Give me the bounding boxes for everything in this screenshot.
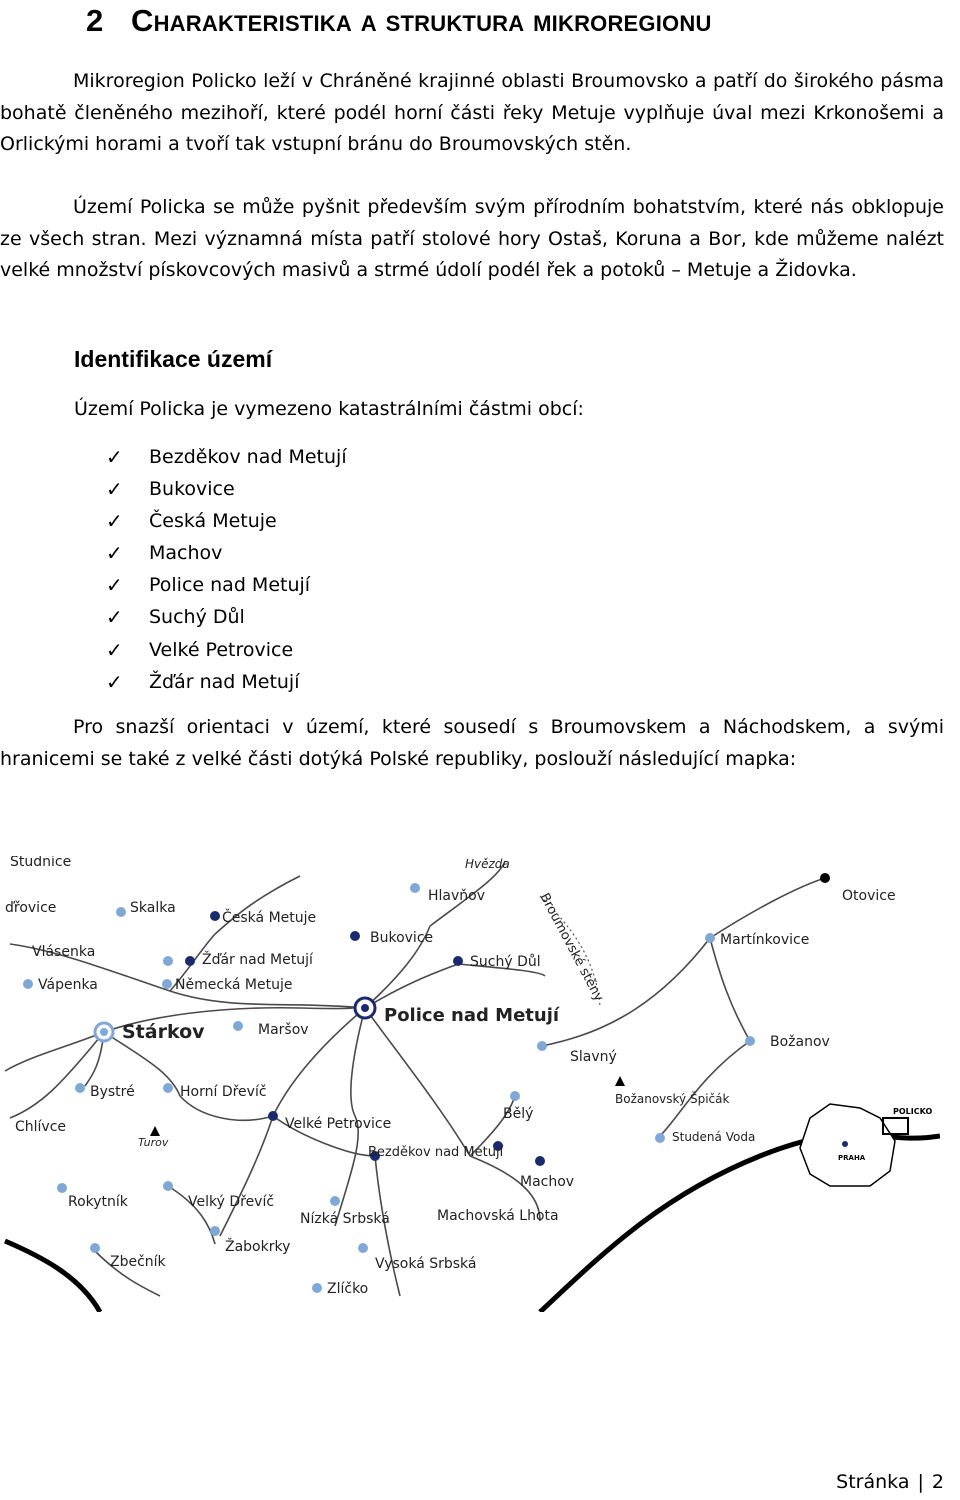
paragraph-2-text: Území Policka se může pyšnit především svým přírodním bohatstvím, které nás obklopuje ze všech stran. Mezi významná místa patří stolové hory Ostaš, Koruna a Bor, kde můžeme nalézt velké množství pískovcových masivů a strmé údolí podél řek a potoků – Metuje a Židovka. [0,196,944,281]
list-item [106,601,347,633]
zlicko-label: Zlíčko [327,1281,369,1297]
town-name: Bezděkov nad Metují [149,446,347,468]
list-item [106,505,347,537]
section-intro: Území Policka je vymezeno katastrálními částmi obcí: [74,398,584,420]
list-item [106,441,347,473]
turov-peak-icon [150,1126,160,1136]
bystre-label: Bystré [90,1084,135,1100]
zbecnik-dot [90,1243,100,1253]
check-icon: ✓ [106,541,123,566]
marsov-label: Maršov [258,1022,309,1038]
list-item [106,473,347,505]
town-name: Velké Petrovice [149,638,294,661]
state-border-west [5,1241,100,1312]
starkov-label: Stárkov [122,1021,205,1043]
bozanov-dot [745,1036,755,1046]
skalka-dot [116,907,126,917]
check-icon: ✓ [106,573,123,598]
skalka-label: Skalka [130,900,176,916]
bozspicak-label: Božanovský Špičák [615,1092,730,1106]
slavny-label: Slavný [570,1049,617,1065]
nemecka-dot [162,979,172,989]
rokytnik-label: Rokytník [68,1194,128,1210]
velke-label: Velké Petrovice [285,1116,392,1132]
otovice-dot [820,873,830,883]
martinkovice-dot [705,933,715,943]
martinkovice-label: Martínkovice [720,932,810,948]
inset-policko-label: POLICKO [893,1107,933,1116]
vapenka-label: Vápenka [38,977,98,993]
town-name: Suchý Důl [149,606,245,629]
zlicko-dot [312,1283,322,1293]
horni-dot [163,1083,173,1093]
vapenka-dot [23,979,33,989]
road-network [5,861,825,1296]
hverzda-label: Hvězda [465,857,510,871]
rokytnik-dot [57,1183,67,1193]
velky-dot [163,1181,173,1191]
town-list [106,441,347,698]
bukovice-dot [350,931,360,941]
turov-label: Turov [138,1136,169,1149]
chapter-heading [0,0,960,40]
machov-label: Machov [520,1174,575,1190]
town-name: Česká Metuje [149,510,277,533]
check-icon: ✓ [106,605,123,630]
horni-label: Horní Dřevíč [180,1084,267,1100]
town-name: Police nad Metují [149,574,311,597]
vlasenka-label: Vlásenka [32,944,96,960]
zdar-label: Žďár nad Metují [202,952,313,968]
broumovske-label: Broumovské stěny [536,890,607,1005]
town-name: Bukovice [149,478,235,501]
bozanov-label: Božanov [770,1034,830,1050]
otovice-label: Otovice [842,888,896,904]
ceska-metuje-dot [210,911,220,921]
list-item [106,634,347,666]
intro-paragraph-1 [0,66,944,161]
zdarovice-label: ďřovice [5,900,57,916]
bely-dot [510,1091,520,1101]
marsov-dot [233,1021,243,1031]
nizka-label: Nízká Srbská [300,1211,390,1227]
section-title: Identifikace území [74,346,273,372]
list-item [106,666,347,698]
studnice-label: Studnice [10,856,72,870]
map-intro-text: Pro snazší orientaci v území, které sousedí s Broumovskem a Náchodskem, a svými hranicemi se také z velké části dotýká Polské republiky, poslouží následující mapka: [0,716,944,770]
police-dot [361,1004,369,1012]
machov-dot [535,1156,545,1166]
check-icon: ✓ [106,669,123,694]
velky-label: Velký Dřevíč [188,1194,275,1210]
vysoka-dot [358,1243,368,1253]
sucho-label: Suchý Důl [470,954,541,970]
police-label: Police nad Metují [384,1005,560,1026]
place-labels [5,856,896,1297]
check-icon: ✓ [106,477,123,502]
studena-label: Studená Voda [672,1130,756,1144]
hlavnov-dot [410,883,420,893]
check-icon: ✓ [106,509,123,534]
inset-praha-label: PRAHA [838,1154,866,1162]
studena-dot [655,1133,665,1143]
footer-label: Stránka [836,1471,910,1493]
region-map [0,856,940,1312]
chapter-number: 2 [86,3,104,38]
town-name: Žďár nad Metují [149,670,300,693]
zbecnik-label: Zbečník [110,1254,166,1270]
hlavnov-label: Hlavňov [428,888,486,904]
bukovice-label: Bukovice [370,930,434,946]
footer-separator: | [917,1471,924,1493]
ceska-metuje-label: Česká Metuje [222,910,317,926]
bely-label: Bělý [503,1106,534,1122]
vysoka-label: Vysoká Srbská [375,1256,477,1272]
bystre-dot [75,1083,85,1093]
check-icon: ✓ [106,637,123,662]
starkov-dot [100,1028,108,1036]
footer-page-number: 2 [931,1471,944,1493]
chapter-title: Charakteristika a struktura mikroregionu [131,3,712,38]
bozspicak-peak-icon [615,1076,625,1086]
zabokrky-label: Žabokrky [225,1239,291,1255]
zdar-dot [185,956,195,966]
check-icon: ✓ [106,445,123,469]
nemecka-label: Německá Metuje [175,977,293,993]
intro-paragraph-2 [0,192,944,287]
map-intro-paragraph [0,712,944,775]
slavny-dot [537,1041,547,1051]
chlivce-label: Chlívce [15,1119,67,1135]
list-item [106,537,347,569]
zabokrky-dot [210,1226,220,1236]
nizka-dot [330,1196,340,1206]
page-footer [836,1471,944,1493]
machovska-label: Machovská Lhota [437,1208,559,1224]
sucho-dot [453,956,463,966]
paragraph-1-text: Mikroregion Policko leží v Chráněné krajinné oblasti Broumovsko a patří do širokého pásma bohatě členěného mezihoří, které podél horní části řeky Metuje vyplňuje úval mezi Krkonošemi a Orlickými horami a tvoří tak vstupní bránu do Broumovských stěn. [0,70,944,155]
velke-dot [268,1111,278,1121]
inset-map [800,1104,932,1186]
bezdekov-label: Bezděkov nad Metují [368,1145,504,1160]
vlasenka-dot [163,956,173,966]
list-item [106,569,347,601]
town-name: Machov [149,542,223,565]
